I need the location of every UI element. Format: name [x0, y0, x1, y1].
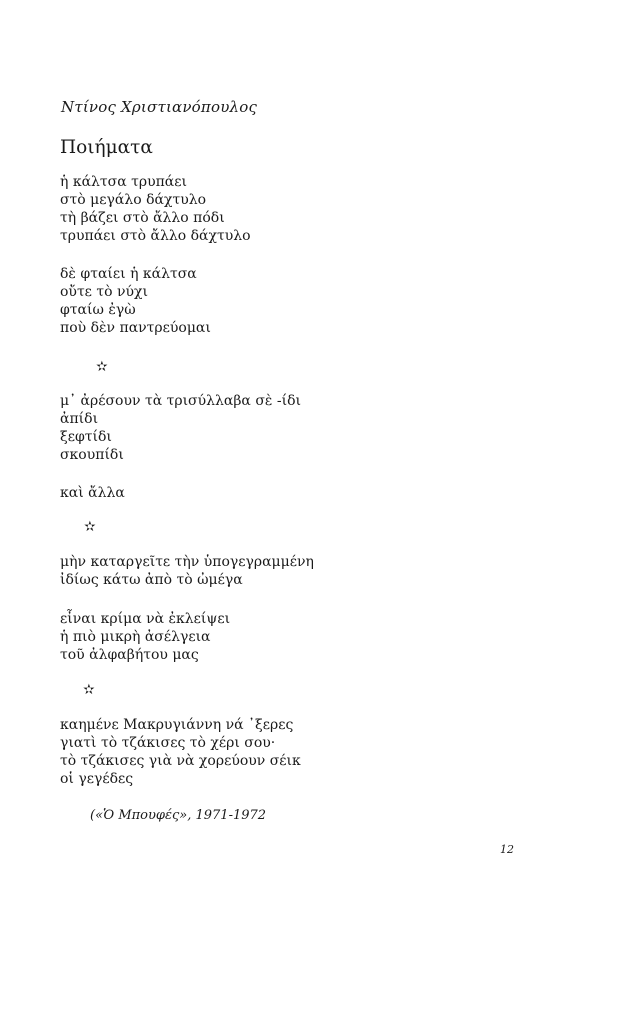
verse-line: τοῦ ἀλφαβήτου μας — [60, 647, 199, 663]
verse-line: τὸ τζάκισες γιὰ νὰ χορεύουν σέικ — [60, 753, 301, 769]
verse-line: τὴ βάζει στὸ ἄλλο πόδι — [60, 210, 225, 226]
verse-line: μὴν καταργεῖτε τὴν ὑπογεγραμμένη — [60, 554, 314, 570]
poem-3-stanza-1 — [60, 553, 314, 589]
star-separator-icon: ✫ — [84, 519, 96, 535]
verse-line: ἰδίως κάτω ἀπὸ τὸ ὠμέγα — [60, 572, 243, 588]
star-separator-icon: ✫ — [96, 359, 108, 375]
verse-line: στὸ μεγάλο δάχτυλο — [60, 192, 207, 208]
page-title: Ποιήματα — [60, 137, 153, 158]
poem-3-stanza-2 — [60, 610, 230, 664]
verse-line: μ᾽ ἀρέσουν τὰ τρισύλλαβα σὲ -ίδι — [60, 393, 301, 409]
verse-line: οὔτε τὸ νύχι — [60, 284, 149, 300]
verse-line: καὶ ἄλλα — [60, 485, 125, 501]
verse-line: καημένε Μακρυγιάννη νά ᾽ξερες — [60, 717, 294, 733]
verse-line: ξεφτίδι — [60, 429, 112, 445]
page-number: 12 — [500, 843, 514, 856]
verse-line: ἡ πιὸ μικρὴ ἀσέλγεια — [60, 629, 211, 645]
poem-2-stanza-2 — [60, 484, 125, 502]
verse-line: φταίω ἐγὼ — [60, 302, 136, 318]
poem-4-stanza-1 — [60, 716, 301, 788]
verse-line: τρυπάει στὸ ἄλλο δάχτυλο — [60, 228, 251, 244]
star-separator-icon: ✫ — [83, 682, 95, 698]
author-name: Ντίνος Χριστιανόπουλος — [61, 98, 258, 116]
source-citation: («Ὁ Μπουφές», 1971-1972 — [90, 808, 267, 823]
verse-line: δὲ φταίει ἡ κάλτσα — [60, 266, 197, 282]
verse-line: σκουπίδι — [60, 447, 124, 463]
poem-1-stanza-1 — [60, 173, 251, 245]
verse-line: ἡ κάλτσα τρυπάει — [60, 174, 188, 190]
verse-line: γιατὶ τὸ τζάκισες τὸ χέρι σου· — [60, 735, 276, 751]
verse-line: εἶναι κρίμα νὰ ἐκλείψει — [60, 611, 231, 627]
verse-line: ποὺ δὲν παντρεύομαι — [60, 320, 211, 336]
verse-line: ἀπίδι — [60, 411, 99, 427]
poem-2-stanza-1 — [60, 392, 301, 464]
poem-1-stanza-2 — [60, 265, 211, 337]
verse-line: οἱ γεγέδες — [60, 771, 134, 787]
